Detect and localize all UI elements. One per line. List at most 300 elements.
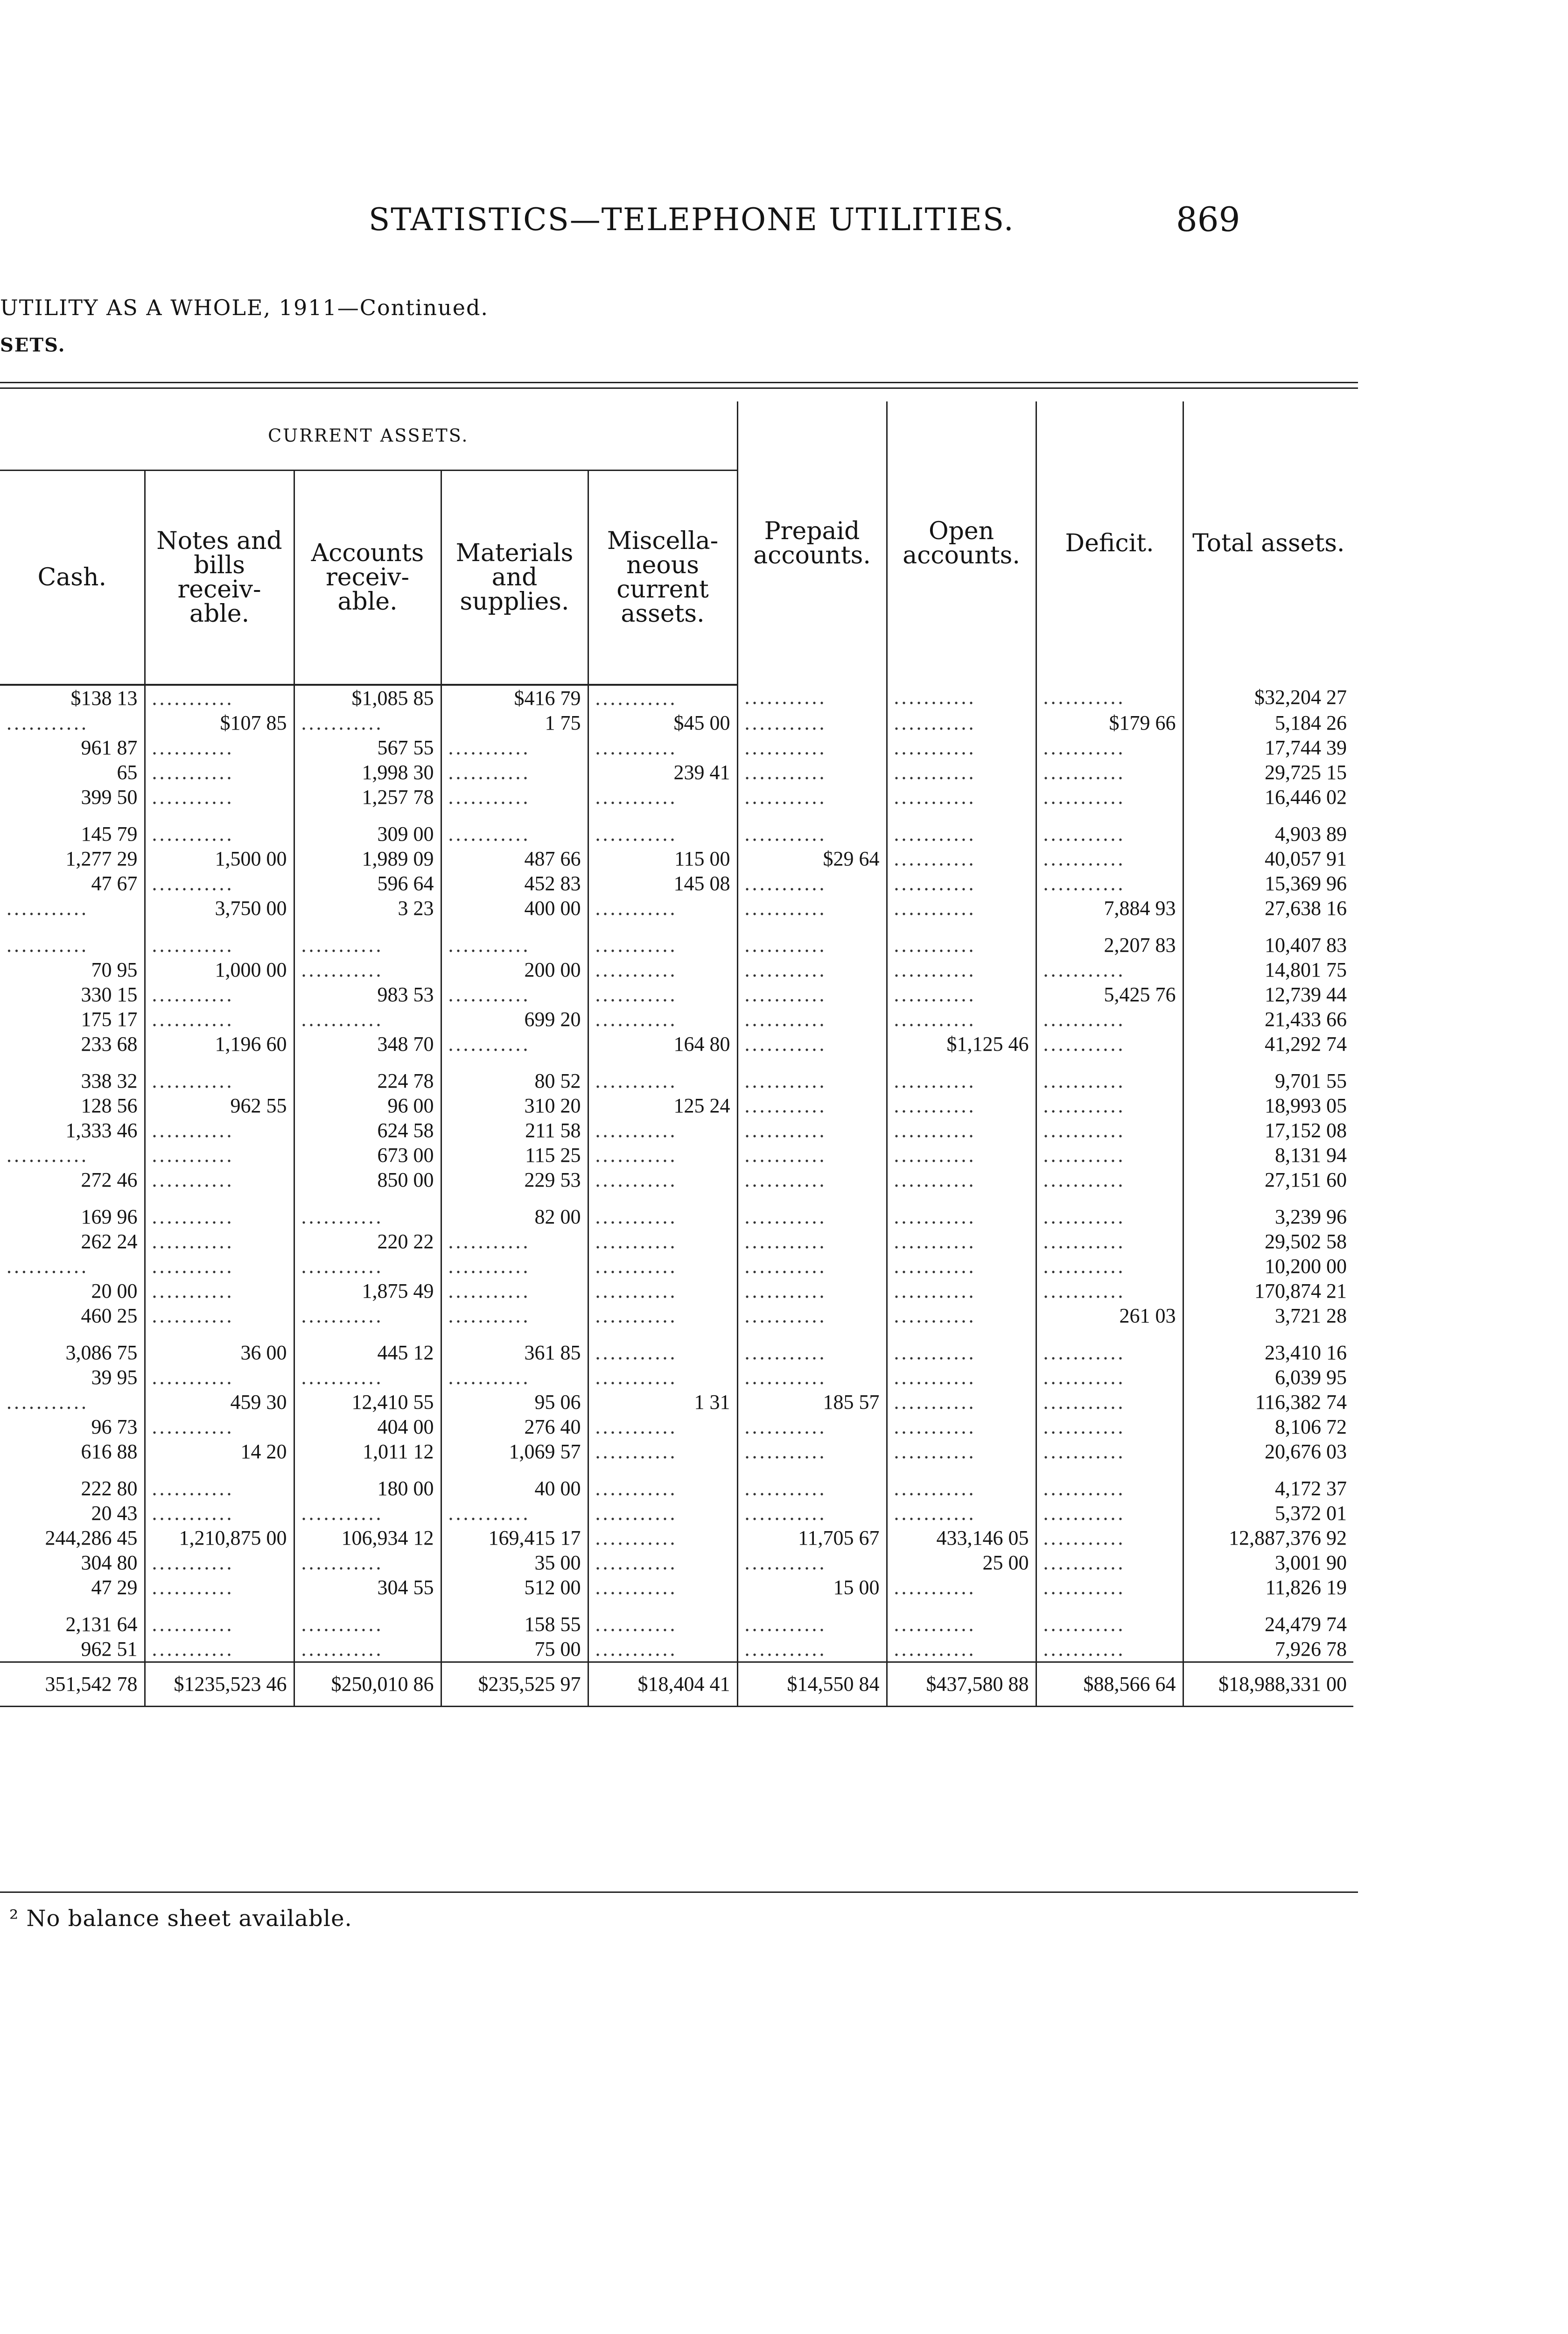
cell-prepaid: ...........: [737, 1143, 887, 1167]
cell-notes: 14 20: [145, 1439, 294, 1464]
cell-deficit: ...........: [1036, 1118, 1183, 1143]
table-row: [0, 1143, 1353, 1167]
cell-deficit: 2,207 83: [1036, 933, 1183, 957]
cell-materials: ...........: [441, 982, 588, 1007]
cell-prepaid: ...........: [737, 735, 887, 760]
cell-misc: $45 00: [588, 710, 737, 735]
cell-misc: ...........: [588, 1279, 737, 1303]
cell-misc: ...........: [588, 1167, 737, 1192]
cell-cash: 460 25: [81, 1304, 138, 1327]
table-row: [0, 822, 1353, 846]
cell-deficit: ...........: [1036, 1069, 1183, 1093]
row-gap: [0, 1328, 1353, 1340]
cell-open: ...........: [887, 896, 1036, 921]
cell-open: ...........: [887, 1637, 1036, 1662]
cell-accounts: 404 00: [294, 1414, 441, 1439]
cell-cash: 244,286 45: [45, 1526, 138, 1549]
cell-prepaid: ...........: [737, 822, 887, 846]
cell-deficit: ...........: [1036, 1501, 1183, 1526]
cell-accounts: 220 22: [294, 1229, 441, 1254]
cell-prepaid: ...........: [737, 1612, 887, 1637]
cell-prepaid: ...........: [737, 1637, 887, 1662]
cell-cash: 304 80: [81, 1551, 138, 1574]
cell-accounts: ...........: [294, 1303, 441, 1328]
cell-accounts: 567 55: [294, 735, 441, 760]
cell-notes: 36 00: [145, 1340, 294, 1365]
cell-deficit: ...........: [1036, 822, 1183, 846]
cell-deficit: ...........: [1036, 1340, 1183, 1365]
cell-cash: ...........: [7, 897, 89, 920]
table-row: [0, 1118, 1353, 1143]
cell-accounts: 348 70: [294, 1032, 441, 1056]
cell-materials: 80 52: [441, 1069, 588, 1093]
cell-prepaid: ...........: [737, 1414, 887, 1439]
cell-accounts: ...........: [294, 1254, 441, 1279]
column-header-cash: Cash.: [0, 471, 145, 685]
cell-cash: 962 51: [81, 1638, 138, 1660]
cell-accounts: ...........: [294, 1007, 441, 1032]
cell-cash: ...........: [7, 1391, 89, 1413]
cell-accounts: $1,085 85: [294, 685, 441, 710]
column-header-deficit: Deficit.: [1036, 401, 1183, 685]
cell-notes: ...........: [145, 1167, 294, 1192]
cell-deficit: ...........: [1036, 1143, 1183, 1167]
total-deficit: $88,566 64: [1036, 1662, 1183, 1707]
cell-total: 17,152 08: [1183, 1118, 1353, 1143]
cell-materials: 361 85: [441, 1340, 588, 1365]
cell-accounts: 1,257 78: [294, 785, 441, 809]
cell-total: 21,433 66: [1183, 1007, 1353, 1032]
cell-open: ...........: [887, 1229, 1036, 1254]
table-row: [0, 1069, 1353, 1093]
cell-prepaid: ...........: [737, 710, 887, 735]
row-gap: [0, 921, 1353, 933]
cell-misc: 1 31: [588, 1390, 737, 1414]
cell-misc: ...........: [588, 896, 737, 921]
cell-misc: 145 08: [588, 871, 737, 896]
cell-notes: ...........: [145, 1550, 294, 1575]
cell-deficit: ...........: [1036, 735, 1183, 760]
cell-total: 3,001 90: [1183, 1550, 1353, 1575]
cell-prepaid: 15 00: [737, 1575, 887, 1600]
cell-open: ...........: [887, 1093, 1036, 1118]
cell-open: ...........: [887, 822, 1036, 846]
cell-cash: 1,277 29: [65, 847, 138, 870]
cell-open: ...........: [887, 1365, 1036, 1390]
cell-accounts: ...........: [294, 957, 441, 982]
cell-misc: ...........: [588, 1204, 737, 1229]
cell-deficit: ...........: [1036, 760, 1183, 785]
cell-total: 12,887,376 92: [1183, 1526, 1353, 1550]
cell-materials: 158 55: [441, 1612, 588, 1637]
cell-accounts: 309 00: [294, 822, 441, 846]
cell-deficit: ...........: [1036, 1032, 1183, 1056]
table-row: [0, 760, 1353, 785]
cell-accounts: 180 00: [294, 1476, 441, 1501]
total-materials: $235,525 97: [441, 1662, 588, 1707]
cell-open: ...........: [887, 957, 1036, 982]
cell-prepaid: ...........: [737, 1069, 887, 1093]
cell-materials: 95 06: [441, 1390, 588, 1414]
cell-accounts: ...........: [294, 1612, 441, 1637]
cell-accounts: ...........: [294, 1550, 441, 1575]
total-total: $18,988,331 00: [1183, 1662, 1353, 1707]
cell-total: 11,826 19: [1183, 1575, 1353, 1600]
cell-total: 10,200 00: [1183, 1254, 1353, 1279]
cell-cash: 20 43: [91, 1502, 138, 1525]
cell-misc: ...........: [588, 1007, 737, 1032]
row-gap: [0, 809, 1353, 822]
cell-materials: 200 00: [441, 957, 588, 982]
table-row: [0, 1229, 1353, 1254]
cell-total: 17,744 39: [1183, 735, 1353, 760]
cell-prepaid: ...........: [737, 1007, 887, 1032]
cell-materials: 169,415 17: [441, 1526, 588, 1550]
cell-open: ...........: [887, 1143, 1036, 1167]
cell-cash: 338 32: [81, 1069, 138, 1092]
cell-cash: 20 00: [91, 1279, 138, 1302]
table-row: [0, 871, 1353, 896]
table-row: [0, 1167, 1353, 1192]
cell-prepaid: ...........: [737, 957, 887, 982]
cell-notes: ...........: [145, 1476, 294, 1501]
cell-total: 14,801 75: [1183, 957, 1353, 982]
cell-accounts: 983 53: [294, 982, 441, 1007]
cell-total: 10,407 83: [1183, 933, 1353, 957]
cell-open: ...........: [887, 1501, 1036, 1526]
cell-accounts: 673 00: [294, 1143, 441, 1167]
cell-cash: 330 15: [81, 983, 138, 1006]
cell-deficit: ...........: [1036, 1093, 1183, 1118]
cell-deficit: ...........: [1036, 1476, 1183, 1501]
cell-notes: 1,500 00: [145, 846, 294, 871]
cell-cash: 128 56: [81, 1094, 138, 1117]
cell-materials: 276 40: [441, 1414, 588, 1439]
cell-total: 5,184 26: [1183, 710, 1353, 735]
cell-notes: ...........: [145, 1254, 294, 1279]
cell-misc: 125 24: [588, 1093, 737, 1118]
cell-total: 16,446 02: [1183, 785, 1353, 809]
table-row: [0, 957, 1353, 982]
cell-materials: ...........: [441, 1279, 588, 1303]
cell-misc: ...........: [588, 735, 737, 760]
total-prepaid: $14,550 84: [737, 1662, 887, 1707]
cell-open: ...........: [887, 785, 1036, 809]
cell-prepaid: 185 57: [737, 1390, 887, 1414]
table-row: [0, 933, 1353, 957]
cell-total: 3,239 96: [1183, 1204, 1353, 1229]
cell-deficit: ...........: [1036, 1007, 1183, 1032]
cell-deficit: ...........: [1036, 1365, 1183, 1390]
table-row: [0, 1439, 1353, 1464]
cell-accounts: ...........: [294, 1365, 441, 1390]
cell-misc: ...........: [588, 685, 737, 710]
cell-open: ...........: [887, 1007, 1036, 1032]
total-cash: 351,542 78: [0, 1662, 145, 1707]
cell-total: 7,926 78: [1183, 1637, 1353, 1662]
cell-prepaid: ...........: [737, 982, 887, 1007]
table-row: [0, 1279, 1353, 1303]
cell-notes: ...........: [145, 1204, 294, 1229]
cell-open: ...........: [887, 1279, 1036, 1303]
cell-notes: ...........: [145, 1069, 294, 1093]
cell-misc: ...........: [588, 957, 737, 982]
ledger-body: [0, 685, 1353, 1662]
cell-materials: 229 53: [441, 1167, 588, 1192]
cell-deficit: ...........: [1036, 1254, 1183, 1279]
cell-notes: ...........: [145, 822, 294, 846]
cell-notes: ...........: [145, 933, 294, 957]
cell-misc: ...........: [588, 982, 737, 1007]
cell-total: 41,292 74: [1183, 1032, 1353, 1056]
table-row: [0, 685, 1353, 710]
cell-materials: ...........: [441, 822, 588, 846]
column-header-misc: Miscella- neous current assets.: [588, 471, 737, 685]
cell-notes: 1,196 60: [145, 1032, 294, 1056]
cell-deficit: ...........: [1036, 1526, 1183, 1550]
table-row: [0, 1365, 1353, 1390]
cell-accounts: 1,875 49: [294, 1279, 441, 1303]
cell-notes: ...........: [145, 871, 294, 896]
table-row: [0, 1032, 1353, 1056]
cell-prepaid: ...........: [737, 871, 887, 896]
cell-prepaid: ...........: [737, 896, 887, 921]
cell-misc: ...........: [588, 1501, 737, 1526]
cell-prepaid: ...........: [737, 1340, 887, 1365]
cell-notes: ...........: [145, 1118, 294, 1143]
cell-cash: 175 17: [81, 1008, 138, 1031]
cell-prepaid: ...........: [737, 685, 887, 710]
top-rule: [0, 382, 1358, 383]
cell-materials: 1 75: [441, 710, 588, 735]
cell-total: 8,106 72: [1183, 1414, 1353, 1439]
cell-misc: ...........: [588, 1069, 737, 1093]
cell-cash: 2,131 64: [65, 1613, 138, 1636]
cell-cash: 39 95: [91, 1366, 138, 1389]
cell-cash: 616 88: [81, 1440, 138, 1463]
cell-prepaid: ...........: [737, 1118, 887, 1143]
cell-accounts: 596 64: [294, 871, 441, 896]
cell-accounts: 1,011 12: [294, 1439, 441, 1464]
cell-deficit: 7,884 93: [1036, 896, 1183, 921]
cell-open: ...........: [887, 1390, 1036, 1414]
cell-total: 27,151 60: [1183, 1167, 1353, 1192]
cell-accounts: ...........: [294, 710, 441, 735]
cell-prepaid: ...........: [737, 1254, 887, 1279]
table-row: [0, 1550, 1353, 1575]
current-assets-table: [0, 401, 1353, 1707]
cell-accounts: 12,410 55: [294, 1390, 441, 1414]
cell-open: ...........: [887, 871, 1036, 896]
cell-deficit: ...........: [1036, 1167, 1183, 1192]
cell-misc: ...........: [588, 1143, 737, 1167]
cell-cash: ...........: [7, 1255, 89, 1278]
cell-cash: 70 95: [91, 958, 138, 981]
cell-prepaid: ...........: [737, 1550, 887, 1575]
cell-misc: ...........: [588, 1550, 737, 1575]
cell-materials: 400 00: [441, 896, 588, 921]
cell-open: ...........: [887, 1069, 1036, 1093]
page-title: STATISTICS—TELEPHONE UTILITIES.: [369, 202, 1015, 238]
cell-misc: 239 41: [588, 760, 737, 785]
cell-open: ...........: [887, 1167, 1036, 1192]
cell-misc: ...........: [588, 1476, 737, 1501]
column-header-notes: Notes and bills receiv- able.: [145, 471, 294, 685]
cell-deficit: ...........: [1036, 1575, 1183, 1600]
column-header-materials: Materials and supplies.: [441, 471, 588, 685]
cell-accounts: 106,934 12: [294, 1526, 441, 1550]
top-rule-double: [0, 387, 1358, 389]
cell-misc: ...........: [588, 1414, 737, 1439]
cell-notes: ...........: [145, 1365, 294, 1390]
bottom-rule: [0, 1891, 1358, 1893]
cell-prepaid: ...........: [737, 933, 887, 957]
cell-misc: ...........: [588, 822, 737, 846]
cell-open: ...........: [887, 710, 1036, 735]
cell-materials: 211 58: [441, 1118, 588, 1143]
cell-open: 433,146 05: [887, 1526, 1036, 1550]
cell-notes: ...........: [145, 1143, 294, 1167]
cell-notes: ...........: [145, 1279, 294, 1303]
cell-total: 29,725 15: [1183, 760, 1353, 785]
cell-misc: ...........: [588, 1439, 737, 1464]
cell-cash: 3,086 75: [65, 1341, 138, 1364]
cell-materials: ...........: [441, 760, 588, 785]
cell-materials: 512 00: [441, 1575, 588, 1600]
cell-total: 40,057 91: [1183, 846, 1353, 871]
table-row: [0, 896, 1353, 921]
cell-open: ...........: [887, 1414, 1036, 1439]
cell-deficit: ...........: [1036, 1550, 1183, 1575]
cell-total: 8,131 94: [1183, 1143, 1353, 1167]
cell-accounts: 1,998 30: [294, 760, 441, 785]
cell-open: $1,125 46: [887, 1032, 1036, 1056]
cell-materials: ...........: [441, 735, 588, 760]
cell-materials: 1,069 57: [441, 1439, 588, 1464]
cell-notes: ...........: [145, 685, 294, 710]
cell-total: 20,676 03: [1183, 1439, 1353, 1464]
cell-total: 4,903 89: [1183, 822, 1353, 846]
cell-materials: 115 25: [441, 1143, 588, 1167]
cell-materials: 75 00: [441, 1637, 588, 1662]
cell-notes: 3,750 00: [145, 896, 294, 921]
cell-accounts: ...........: [294, 933, 441, 957]
cell-prepaid: ...........: [737, 1439, 887, 1464]
cell-notes: ...........: [145, 760, 294, 785]
cell-total: 170,874 21: [1183, 1279, 1353, 1303]
cell-misc: ...........: [588, 1575, 737, 1600]
cell-open: ...........: [887, 846, 1036, 871]
table-row: [0, 1575, 1353, 1600]
cell-notes: ...........: [145, 1303, 294, 1328]
cell-misc: ...........: [588, 933, 737, 957]
cell-open: ...........: [887, 760, 1036, 785]
cell-accounts: 3 23: [294, 896, 441, 921]
cell-total: $32,204 27: [1183, 685, 1353, 710]
table-row: [0, 1390, 1353, 1414]
cell-materials: 40 00: [441, 1476, 588, 1501]
cell-misc: ...........: [588, 1612, 737, 1637]
cell-total: 12,739 44: [1183, 982, 1353, 1007]
cell-deficit: ...........: [1036, 846, 1183, 871]
cell-deficit: ...........: [1036, 871, 1183, 896]
table-row: [0, 1303, 1353, 1328]
cell-misc: ...........: [588, 1340, 737, 1365]
cell-total: 27,638 16: [1183, 896, 1353, 921]
cell-materials: 699 20: [441, 1007, 588, 1032]
cell-materials: ...........: [441, 1501, 588, 1526]
cell-cash: ...........: [7, 1144, 89, 1167]
cell-deficit: ...........: [1036, 1439, 1183, 1464]
cell-misc: ...........: [588, 1637, 737, 1662]
column-header-total: Total assets.: [1183, 401, 1353, 685]
cell-accounts: ...........: [294, 1204, 441, 1229]
table-subtitle: UTILITY AS A WHOLE, 1911—Continued.: [0, 295, 489, 320]
cell-accounts: 1,989 09: [294, 846, 441, 871]
cell-deficit: ...........: [1036, 1279, 1183, 1303]
table-row: [0, 1612, 1353, 1637]
cell-notes: ...........: [145, 1229, 294, 1254]
cell-deficit: 261 03: [1036, 1303, 1183, 1328]
table-row: [0, 735, 1353, 760]
cell-notes: 1,210,875 00: [145, 1526, 294, 1550]
cell-cash: 65: [117, 761, 138, 784]
cell-prepaid: ...........: [737, 1229, 887, 1254]
cell-cash: $138 13: [70, 687, 138, 710]
total-notes: $1235,523 46: [145, 1662, 294, 1707]
column-header-prepaid: Prepaid accounts.: [737, 401, 887, 685]
cell-materials: ...........: [441, 1303, 588, 1328]
cell-misc: 164 80: [588, 1032, 737, 1056]
cell-deficit: 5,425 76: [1036, 982, 1183, 1007]
cell-deficit: ...........: [1036, 1390, 1183, 1414]
cell-materials: ...........: [441, 1365, 588, 1390]
table-row: [0, 1414, 1353, 1439]
cell-open: 25 00: [887, 1550, 1036, 1575]
cell-total: 9,701 55: [1183, 1069, 1353, 1093]
cell-misc: ...........: [588, 1254, 737, 1279]
table-row: [0, 1637, 1353, 1662]
cell-cash: 47 67: [91, 872, 138, 895]
cell-open: ...........: [887, 1204, 1036, 1229]
cell-cash: ...........: [7, 934, 89, 956]
cell-misc: ...........: [588, 1118, 737, 1143]
table-row: [0, 1254, 1353, 1279]
cell-misc: ...........: [588, 1229, 737, 1254]
cell-cash: 233 68: [81, 1033, 138, 1055]
cell-total: 5,372 01: [1183, 1501, 1353, 1526]
cell-open: ...........: [887, 982, 1036, 1007]
cell-deficit: ...........: [1036, 1414, 1183, 1439]
cell-cash: 96 73: [91, 1415, 138, 1438]
cell-notes: ...........: [145, 982, 294, 1007]
cell-cash: 262 24: [81, 1230, 138, 1253]
cell-deficit: $179 66: [1036, 710, 1183, 735]
cell-open: ...........: [887, 933, 1036, 957]
cell-deficit: ...........: [1036, 1637, 1183, 1662]
row-gap: [0, 1056, 1353, 1069]
cell-accounts: 445 12: [294, 1340, 441, 1365]
cell-notes: ...........: [145, 1501, 294, 1526]
cell-deficit: ...........: [1036, 785, 1183, 809]
cell-cash: 1,333 46: [65, 1119, 138, 1142]
cell-notes: ...........: [145, 1637, 294, 1662]
cell-total: 6,039 95: [1183, 1365, 1353, 1390]
cell-materials: $416 79: [441, 685, 588, 710]
cell-notes: 962 55: [145, 1093, 294, 1118]
cell-cash: 169 96: [81, 1205, 138, 1228]
cell-accounts: ...........: [294, 1637, 441, 1662]
